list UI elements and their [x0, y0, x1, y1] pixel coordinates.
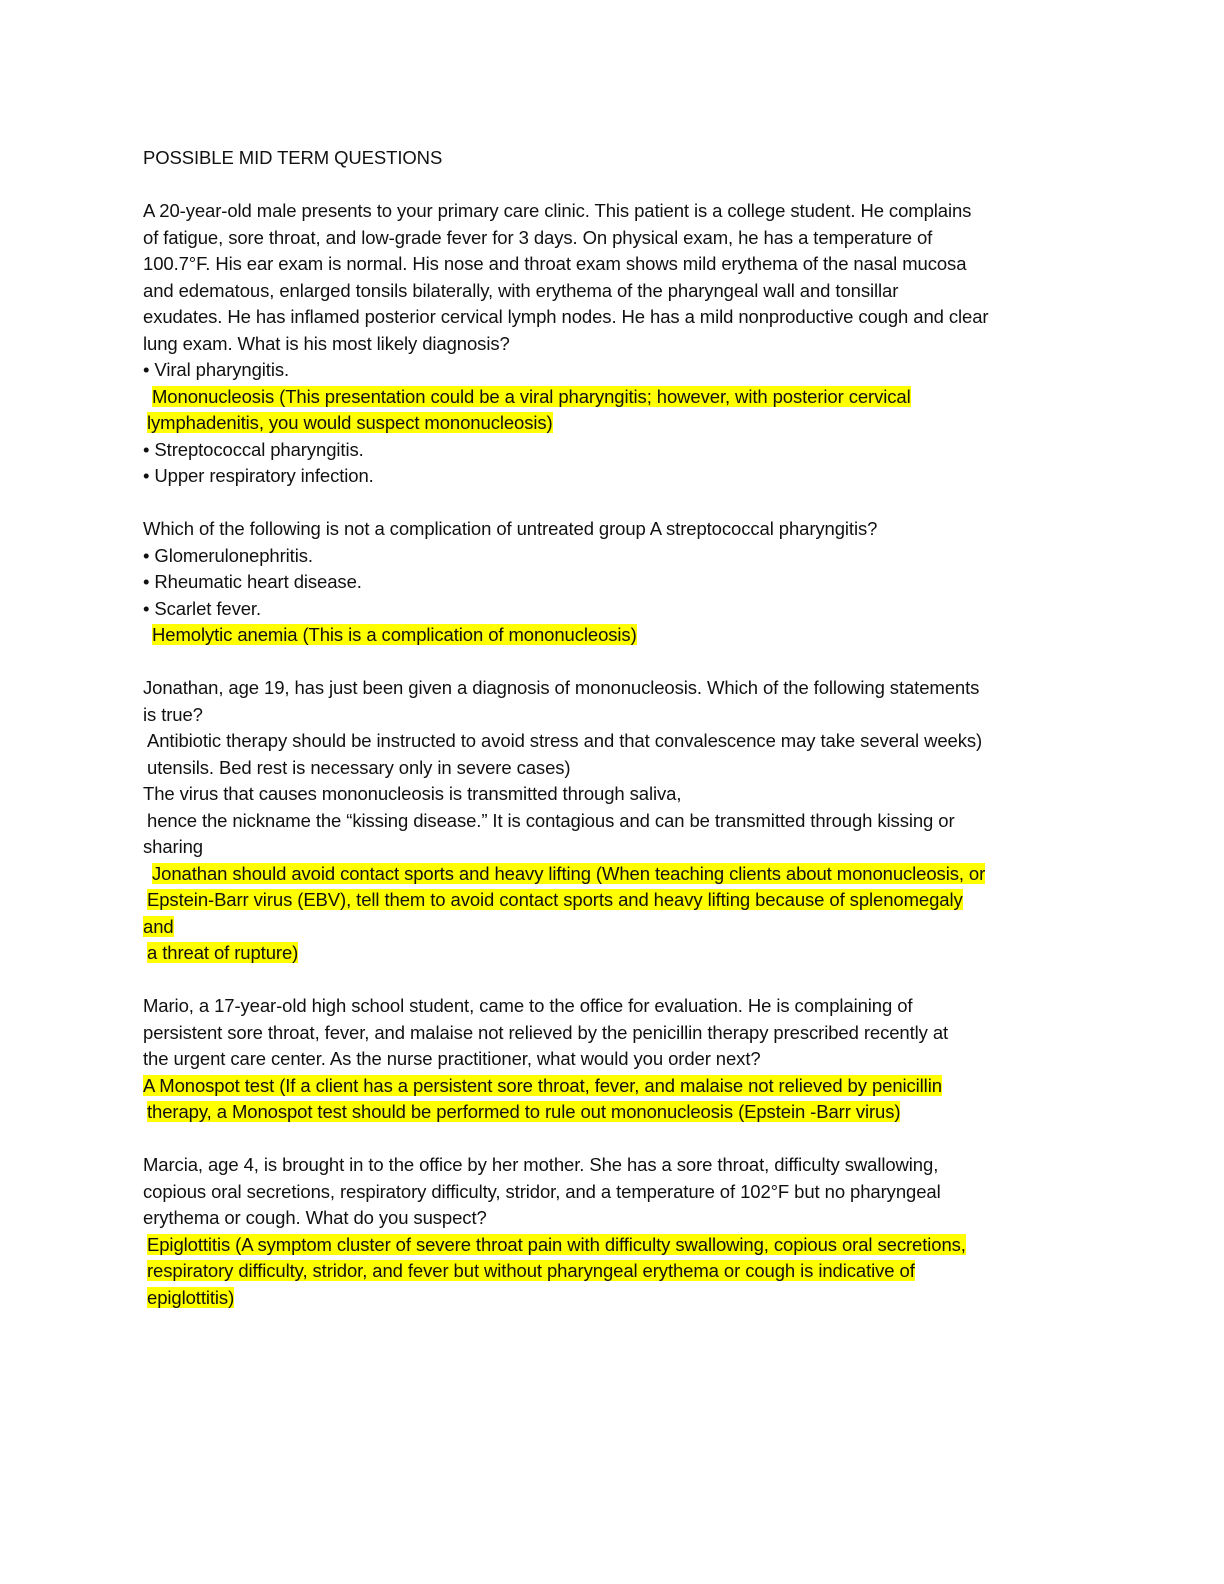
q2-option: • Scarlet fever.: [143, 597, 261, 619]
q3-answer-highlight: Epstein-Barr virus (EBV), tell them to avoid contact sports and heavy lifting because of splenomegaly: [147, 889, 963, 910]
q4-stem-line: the urgent care center. As the nurse practitioner, what would you order next?: [143, 1048, 761, 1069]
q1-stem-line: 100.7°F. His ear exam is normal. His nose and throat exam shows mild erythema of the nasal mucosa: [143, 253, 967, 274]
question-5: [143, 1152, 1083, 1311]
q2-stem: Which of the following is not a complication of untreated group A streptococcal pharyngitis?: [143, 518, 878, 539]
document-content: [143, 145, 1083, 1311]
q1-option: • Streptococcal pharyngitis.: [143, 438, 364, 460]
q5-stem-line: Marcia, age 4, is brought in to the office by her mother. She has a sore throat, difficulty swallowing,: [143, 1154, 939, 1175]
q1-answer-highlight: lymphadenitis, you would suspect mononucleosis): [147, 412, 553, 433]
q2-answer-highlight: Hemolytic anemia (This is a complication of mononucleosis): [152, 624, 637, 645]
q2-option: • Rheumatic heart disease.: [143, 571, 362, 592]
q3-answer-highlight: a threat of rupture): [147, 942, 299, 963]
question-2: [143, 516, 1083, 649]
question-4: [143, 993, 1083, 1126]
q3-stem-line: is true?: [143, 703, 203, 725]
q1-option: • Viral pharyngitis.: [143, 359, 290, 380]
q3-answer-highlight: Jonathan should avoid contact sports and heavy lifting (When teaching clients about mononucleosis, or: [152, 862, 986, 884]
q1-stem-line: exudates. He has inflamed posterior cervical lymph nodes. He has a mild nonproductive cough and clear: [143, 306, 989, 327]
q3-body-line: sharing: [143, 836, 203, 857]
q1-stem-line: lung exam. What is his most likely diagnosis?: [143, 332, 510, 354]
question-1: [143, 198, 1083, 490]
q5-answer-highlight: epiglottitis): [147, 1286, 235, 1308]
q3-body-line: Antibiotic therapy should be instructed to avoid stress and that convalescence may take several weeks): [147, 730, 983, 751]
q5-answer-highlight: Epiglottitis (A symptom cluster of severe throat pain with difficulty swallowing, copious oral secretions,: [147, 1233, 966, 1255]
q3-body-line: utensils. Bed rest is necessary only in severe cases): [147, 756, 571, 778]
q4-stem-line: Mario, a 17-year-old high school student, came to the office for evaluation. He is complaining of: [143, 995, 913, 1016]
q1-stem-line: and edematous, enlarged tonsils bilaterally, with erythema of the pharyngeal wall and tonsillar: [143, 279, 899, 301]
q3-answer-highlight: and: [143, 915, 174, 937]
q4-answer-highlight: A Monospot test (If a client has a persistent sore throat, fever, and malaise not relieved by penicillin: [143, 1074, 942, 1096]
q4-stem-line: persistent sore throat, fever, and malaise not relieved by the penicillin therapy prescribed recently at: [143, 1021, 949, 1043]
q5-stem-line: copious oral secretions, respiratory difficulty, stridor, and a temperature of 102°F but no pharyngeal: [143, 1180, 941, 1202]
q1-option: • Upper respiratory infection.: [143, 465, 374, 486]
q3-body-line: hence the nickname the “kissing disease.” It is contagious and can be transmitted through kissing or: [147, 809, 955, 831]
q3-body-line: The virus that causes mononucleosis is transmitted through saliva,: [143, 783, 682, 804]
question-3: [143, 675, 1083, 967]
q2-option: • Glomerulonephritis.: [143, 544, 313, 566]
q3-stem-line: Jonathan, age 19, has just been given a diagnosis of mononucleosis. Which of the following statements: [143, 677, 980, 698]
q5-stem-line: erythema or cough. What do you suspect?: [143, 1207, 487, 1228]
q1-stem-line: of fatigue, sore throat, and low-grade fever for 3 days. On physical exam, he has a temperature of: [143, 226, 933, 248]
q1-answer-highlight: Mononucleosis (This presentation could be a viral pharyngitis; however, with posterior cervical: [152, 385, 911, 407]
q5-answer-highlight: respiratory difficulty, stridor, and fever but without pharyngeal erythema or cough is indicative of: [147, 1260, 915, 1281]
q1-stem-line: A 20-year-old male presents to your primary care clinic. This patient is a college student. He complains: [143, 200, 972, 221]
document-title: POSSIBLE MID TERM QUESTIONS: [143, 147, 443, 168]
q4-answer-highlight: therapy, a Monospot test should be performed to rule out mononucleosis (Epstein -Barr virus): [147, 1101, 901, 1122]
